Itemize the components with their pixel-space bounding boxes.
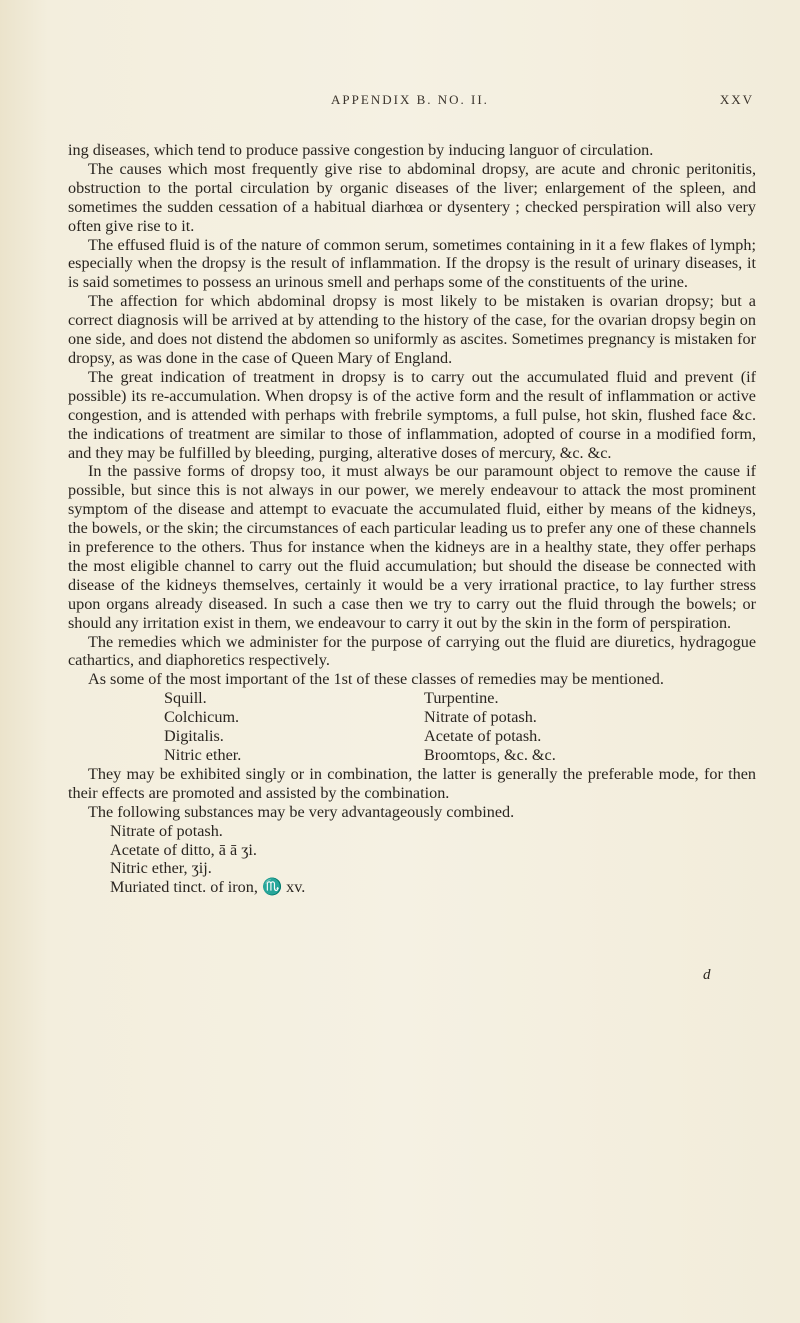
running-header xyxy=(66,92,754,116)
signature-mark: d xyxy=(703,967,711,983)
paragraph: In the passive forms of dropsy too, it must always be our paramount object to remove the cause if possible, but since this is not always in our power, we merely endeavour to attack the most prominent symptom of the disease and attempt to evacuate the accumulated fluid, either by means of the kidneys, the bowels, or the skin; the circumstances of each particular leading us to prefer any one of these channels in preference to the others. Thus for instance when the kidneys are in a healthy state, they offer perhaps the most eligible channel to carry out the fluid accumulation; but should the disease be connected with disease of the kidneys themselves, certainly it would be a very irrational practice, to lay further stress upon organs already diseased. In such a case then we try to carry out the fluid through the bowels; or should any irritation exist in them, we endeavour to carry it out by the skin in the form of perspiration. xyxy=(68,462,756,632)
paragraph: The effused fluid is of the nature of common serum, sometimes containing in it a few flakes of lymph; especially when the dropsy is the result of inflammation. If the dropsy is the result of urinary diseases, it is said sometimes to possess an urinous smell and perhaps some of the constituents of the urine. xyxy=(68,235,756,292)
paragraph: They may be exhibited singly or in combination, the latter is generally the preferable mode, for then their effects are promoted and assisted by the combination. xyxy=(68,764,756,802)
remedy-item: Acetate of potash. xyxy=(424,727,542,746)
recipe-item: Muriated tinct. of iron, ♏ xv. xyxy=(110,878,306,897)
paragraph: ing diseases, which tend to produce passive congestion by inducing languor of circulation. xyxy=(68,141,654,159)
header-title: APPENDIX B. NO. II. xyxy=(331,92,489,107)
body-text xyxy=(68,141,756,897)
recipe-item: Nitric ether, ʒij. xyxy=(110,859,212,878)
recipe-item: Acetate of ditto, ā ā ʒi. xyxy=(110,840,257,859)
remedy-item: Digitalis. xyxy=(164,727,224,746)
remedy-item: Nitrate of potash. xyxy=(424,708,537,727)
recipe-item: Nitrate of potash. xyxy=(110,821,223,840)
paragraph: The causes which most frequently give rise to abdominal dropsy, are acute and chronic peritonitis, obstruction to the portal circulation by organic diseases of the liver; enlargement of the spleen, and sometimes the sudden cessation of a habitual diarhœa or dysentery ; checked perspiration will also very often give rise to it. xyxy=(68,159,756,235)
paragraph: As some of the most important of the 1st of these classes of remedies may be mentioned. xyxy=(88,670,664,689)
remedy-item: Broomtops, &c. &c. xyxy=(424,746,556,764)
paragraph: The great indication of treatment in dropsy is to carry out the accumulated fluid and prevent (if possible) its re-accumulation. When dropsy is of the active form and the result of inflammation or active congestion, and is attended with perhaps with frebrile symptoms, a full pulse, hot skin, flushed face &c. the indications of treatment are similar to those of inflammation, adopted of course in a modified form, and they may be fulfilled by bleeding, purging, alterative doses of mercury, &c. &c. xyxy=(68,367,756,462)
paragraph: The following substances may be very advantageously combined. xyxy=(88,802,515,821)
paragraph: The remedies which we administer for the purpose of carrying out the fluid are diuretics, hydragogue cathartics, and diaphoretics respectively. xyxy=(68,632,756,670)
remedy-item: Nitric ether. xyxy=(164,746,242,764)
remedy-item: Squill. xyxy=(164,689,207,708)
paragraph: The affection for which abdominal dropsy is most likely to be mistaken is ovarian dropsy; but a correct diagnosis will be arrived at by attending to the history of the case, for the ovarian dropsy begin on one side, and does not distend the abdomen so uniformly as ascites. Sometimes pregnancy is mistaken for dropsy, as was done in the case of Queen Mary of England. xyxy=(68,292,756,367)
remedy-item: Turpentine. xyxy=(424,689,499,708)
recipe-list xyxy=(110,822,756,898)
remedies-list xyxy=(164,689,756,765)
remedy-item: Colchicum. xyxy=(164,708,240,727)
page-number: XXV xyxy=(719,92,754,107)
